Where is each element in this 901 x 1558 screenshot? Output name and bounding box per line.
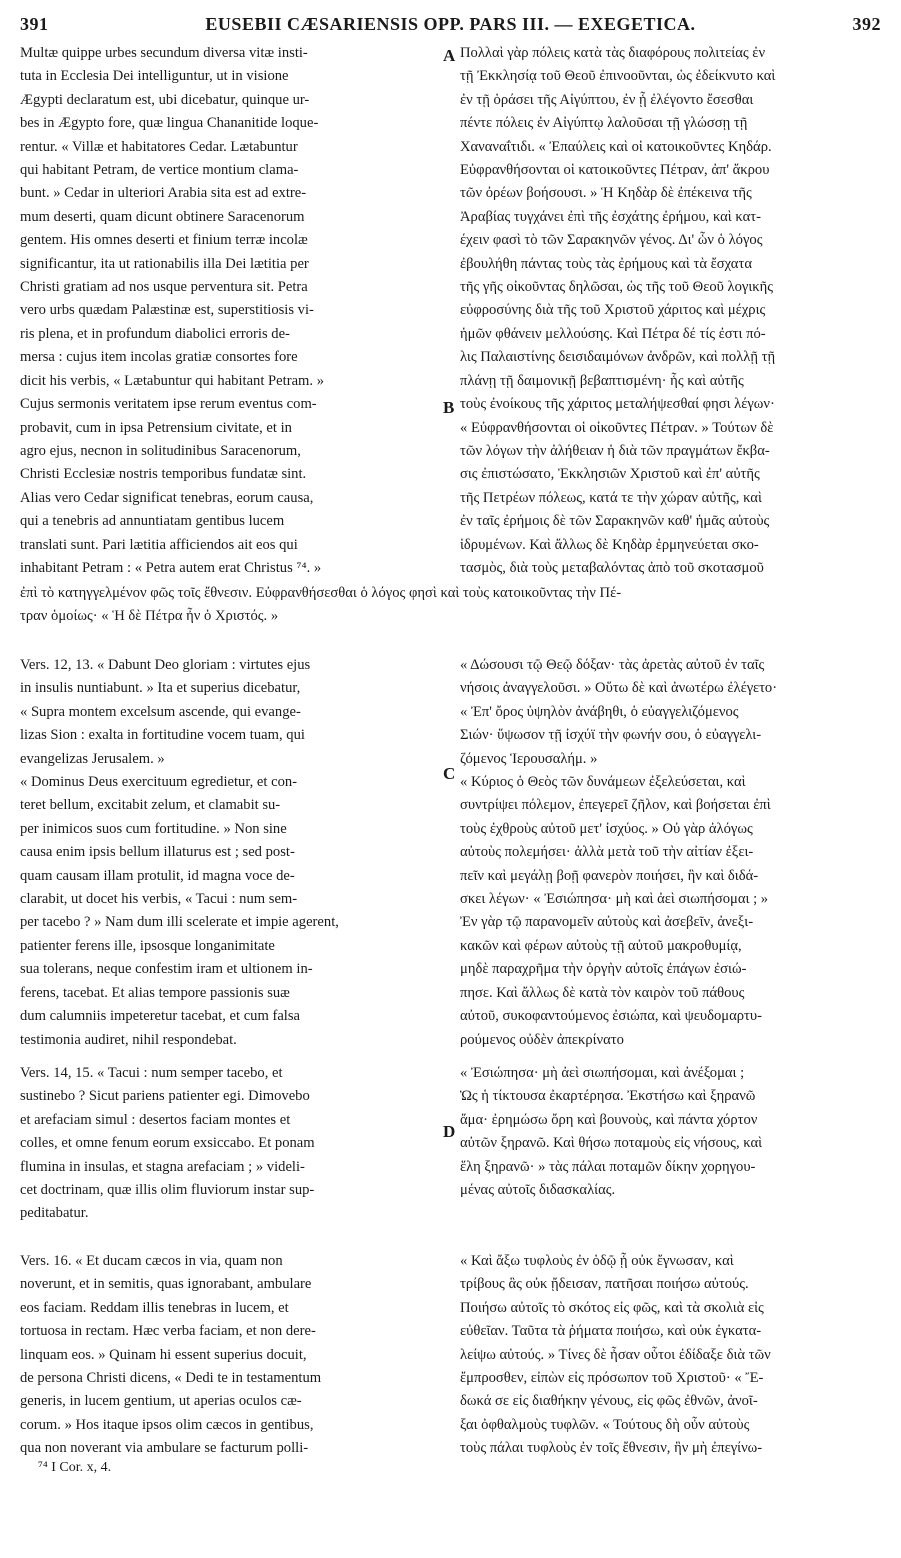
text-line: sua tolerans, neque confestim iram et ultionem in- [20, 961, 313, 978]
text-line: « Ἐσιώπησα· μὴ ἀεὶ σιωπήσομαι, καὶ ἀνέξομαι ; [460, 1065, 745, 1081]
footnote: ⁷⁴ I Cor. x, 4. [38, 1460, 112, 1475]
text-line: vero urbs quædam Palæstinæ est, superstitiosis vi- [20, 302, 314, 319]
text-line: συντρίψει πόλεμον, ἐπεγερεῖ ζῆλον, καὶ βοήσεται ἐπὶ [460, 797, 771, 814]
text-line: per tacebo ? » Nam dum illi scelerate et impie agerent, [20, 914, 339, 931]
text-line: ἅμα· ἐρημώσω ὄρη καὶ βουνοὺς, καὶ πάντα χόρτον [460, 1111, 758, 1128]
full-width-lines [20, 582, 881, 629]
text-line: ἐπὶ τὸ κατηγγελμένον φῶς τοῖς ἔθνεσιν. Εὐφρανθήσεσθαι ὁ λόγος φησὶ καὶ τοὺς κατοικοῦντας τὴν Πέ- [20, 585, 622, 601]
text-line: Ἐν γὰρ τῷ παρανομεῖν αὐτοὺς καὶ ἀσεβεῖν, ἀνεξι- [460, 914, 754, 931]
text-line: qua non noverant via ambulare se facturum polli- [20, 1440, 309, 1457]
text-line: ris plena, et in profundum diabolici erroris de- [20, 325, 290, 342]
text-line: τῶν ὀρέων βοήσουσι. » Ἡ Κηδὰρ δὲ ἐπέκεινα τῆς [460, 185, 752, 202]
text-line: Χαναναΐτιδι. « Ἐπαύλεις καὶ οἱ κατοικοῦντες Κηδάρ. [460, 138, 772, 155]
text-line: bunt. » Cedar in ulteriori Arabia sita est ad extre- [20, 185, 307, 202]
text-line: λείψω αὐτούς. » Τίνες δὲ ἦσαν οὗτοι ἐδίδαξε διὰ τῶν [460, 1346, 771, 1363]
text-line: quam causam illam protulit, id magna voce de- [20, 867, 295, 884]
margin-marker-b: B [443, 398, 455, 417]
text-line: « Κύριος ὁ Θεὸς τῶν δυνάμεων ἐξελεύσεται, καὶ [460, 774, 746, 791]
latin-column-block-2 [20, 654, 440, 1052]
text-line: Ægypti declaratum est, ubi dicebatur, quinque ur- [20, 91, 310, 108]
text-line: noverunt, et in semitis, quas ignorabant, ambulare [20, 1276, 312, 1293]
text-line: Ποιήσω αὐτοῖς τὸ σκότος εἰς φῶς, καὶ τὰ σκολιὰ εἰς [460, 1299, 764, 1316]
greek-column-block-2 [460, 654, 882, 1052]
text-line: qui habitant Petram, de vertice montium clama- [20, 162, 299, 179]
margin-marker-a: A [443, 46, 456, 65]
text-line: τραν ὁμοίως· « Ἡ δὲ Πέτρα ἦν ὁ Χριστός. » [20, 608, 279, 625]
text-line: Cujus sermonis veritatem ipse rerum eventus com- [20, 396, 317, 413]
running-title: EUSEBII CÆSARIENSIS OPP. PARS III. — EXEGETICA. [205, 14, 696, 34]
text-line: dum calumniis impeteretur tacebat, et cum falsa [20, 1008, 301, 1025]
text-line: μηδὲ παραχρῆμα τὴν ὀργὴν αὐτοῖς ἐπάγων ἐσιώ- [460, 961, 747, 978]
text-line: translati sunt. Pari lætitia afficiendos ait eos qui [20, 536, 298, 553]
text-line: ferens, tacebat. Et alias tempore passionis suæ [20, 984, 290, 1001]
text-line: πησε. Καὶ ἄλλως δὲ κατὰ τὸν καιρὸν τοῦ πάθους [460, 984, 745, 1001]
text-line: Alias vero Cedar significat tenebras, eorum causa, [20, 489, 314, 506]
text-line: κακῶν καὶ φέρων αὐτοὺς τῇ αὐτοῦ μακροθυμίᾳ, [460, 937, 742, 954]
greek-column-block-4 [460, 1250, 882, 1461]
text-line: Multæ quippe urbes secundum diversa vitæ insti- [20, 45, 308, 61]
text-line: τοὺς ἐχθροὺς αὐτοῦ μετ' ἰσχύος. » Οὐ γὰρ ἀλόγως [460, 820, 753, 837]
text-line: tuta in Ecclesia Dei intelliguntur, ut in visione [20, 68, 289, 85]
text-line: teret bellum, excitabit zelum, et clamabit su- [20, 797, 281, 814]
text-line: qui a tenebris ad annuntiatam gentibus lucem [20, 513, 285, 530]
text-line: testimonia audiret, nihil respondebat. [20, 1031, 237, 1048]
text-line: ἔμπροσθεν, εἰπὼν εἰς πρόσωπον τοῦ Χριστοῦ· « Ἔ- [460, 1370, 764, 1387]
greek-column-block-1 [460, 42, 882, 580]
text-line: τρίβους ἃς οὐκ ᾔδεισαν, πατῆσαι ποιήσω αὐτούς. [460, 1276, 749, 1293]
text-line: ἐν ταῖς ἐρήμοις δὲ τῶν Σαρακηνῶν καθ' ἡμᾶς αὐτοὺς [460, 513, 770, 530]
text-line: lizas Sion : exalta in fortitudine vocem tuam, qui [20, 727, 305, 744]
text-line: eos faciam. Reddam illis tenebras in lucem, et [20, 1299, 289, 1316]
text-line: bes in Ægypto fore, quæ lingua Chananitide loque- [20, 115, 319, 132]
margin-marker-d: D [443, 1122, 456, 1141]
text-line: in insulis nuntiabunt. » Ita et superius dicebatur, [20, 680, 301, 697]
greek-column-block-3 [460, 1062, 882, 1202]
text-line: et arefaciam simul : desertos faciam montes et [20, 1111, 291, 1128]
text-line: Εὐφρανθήσονται οἱ κατοικοῦντες Πέτραν, ἀπ' ἄκρου [460, 162, 770, 179]
text-line: linquam eos. » Quinam hi essent superius docuit, [20, 1346, 307, 1363]
text-line: σκει λέγων· « Ἐσιώπησα· μὴ καὶ ἀεὶ σιωπήσομαι ; » [460, 891, 769, 908]
text-line: ζόμενος Ἱερουσαλήμ. » [460, 750, 598, 767]
text-line: « Supra montem excelsum ascende, qui evange- [20, 703, 301, 720]
text-line: Vers. 12, 13. « Dabunt Deo gloriam : virtutes ejus [20, 657, 311, 673]
text-line: gentem. His omnes deserti et finium terræ incolæ [20, 232, 308, 249]
text-line: mum deserti, quam dicunt obtinere Saracenorum [20, 208, 305, 225]
text-line: Christi Ecclesiæ nostris temporibus fundatæ sint. [20, 466, 307, 483]
text-line: νήσοις ἀναγγελοῦσι. » Οὕτω δὲ καὶ ἀνωτέρω ἐλέγετο· [460, 680, 778, 697]
text-line: Σιών· ὕψωσον τῇ ἰσχύϊ τὴν φωνήν σου, ὁ εὐαγγελι- [460, 727, 762, 744]
text-line: τῶν λόγων τὴν ἀλήθειαν ἡ διὰ τῶν πραγμάτων ἔκβα- [460, 442, 770, 459]
text-line: significantur, ita ut rationabilis illa Dei lætitia per [20, 255, 309, 272]
text-line: εὐθεῖαν. Ταῦτα τὰ ῥήματα ποιήσω, καὶ οὐκ ἐγκατα- [460, 1323, 762, 1340]
text-line: flumina in insulas, et stagna arefaciam ; » videli- [20, 1158, 305, 1175]
page-number-right: 392 [852, 14, 881, 34]
text-line: colles, et omne fenum eorum exsiccabo. Et ponam [20, 1135, 315, 1152]
text-line: « Dominus Deus exercituum egredietur, et con- [20, 774, 298, 791]
text-line: sustinebo ? Sicut pariens patienter egi. Dimovebo [20, 1088, 310, 1105]
text-line: cet doctrinam, quæ illis olim fluviorum instar sup- [20, 1182, 315, 1199]
latin-column-block-1 [20, 42, 440, 580]
text-line: de persona Christi dicens, « Dedi te in testamentum [20, 1370, 322, 1387]
text-line: corum. » Hos itaque ipsos olim cæcos in gentibus, [20, 1416, 314, 1433]
text-line: agro ejus, necnon in solitudinibus Saracenorum, [20, 442, 301, 459]
text-line: dicit his verbis, « Lætabuntur qui habitant Petram. » [20, 372, 324, 389]
text-line: τοὺς ἐνοίκους τῆς χάριτος μεταλήψεσθαί φησι λέγων· [460, 396, 775, 413]
text-line: ἱδρυμένων. Καὶ ἄλλως δὲ Κηδὰρ ἑρμηνεύεται σκο- [460, 536, 759, 553]
text-line: έχειν φασὶ τὸ τῶν Σαρακηνῶν γένος. Δι' ὧν ὁ λόγος [460, 232, 763, 249]
text-line: πέντε πόλεις ἐν Αἰγύπτῳ λαλοῦσαι τῇ γλώσσῃ τῇ [460, 115, 748, 132]
text-line: ρούμενος οὐδὲν ἀπεκρίνατο [460, 1031, 624, 1048]
text-line: peditabatur. [20, 1205, 89, 1222]
text-line: τασμὸς, διὰ τοὺς μεταβαλόντας ἀπὸ τοῦ σκοτασμοῦ [460, 559, 764, 576]
text-line: tortuosa in rectam. Hæc verba faciam, et non dere- [20, 1323, 316, 1340]
text-line: πεῖν καὶ μεγάλῃ βοῇ φανερὸν ποιήσει, ἣν καὶ διδά- [460, 867, 759, 884]
text-line: αὐτοῦ, συκοφαντούμενος ἐσιώπα, καὶ ψευδομαρτυ- [460, 1008, 762, 1025]
text-line: εὐφροσύνης διὰ τῆς τοῦ Χριστοῦ χάριτος καὶ μέχρις [460, 302, 766, 319]
page-header [20, 14, 881, 40]
text-line: τῆς γῆς οἰκοῦντας δηλῶσαι, ὡς τῆς τοῦ Θεοῦ λογικῆς [460, 279, 774, 296]
text-line: δωκά σε εἰς διαθήκην γένους, εἰς φῶς ἐθνῶν, ἀνοῖ- [460, 1393, 758, 1410]
text-line: αὐτοὺς πολεμήσει· ἀλλὰ μετὰ τοῦ τὴν αἰτίαν ἐξει- [460, 844, 754, 861]
text-line: mersa : cujus item incolas gratiæ consortes fore [20, 349, 298, 366]
page-number-left: 391 [20, 14, 49, 34]
text-line: ξαι ὀφθαλμοὺς τυφλῶν. « Τούτους δὴ οὖν αὐτοὺς [460, 1416, 750, 1433]
text-line: πλάνῃ τῇ δαιμονικῇ βεβαπτισμένη· ἧς καὶ αὐτῆς [460, 372, 744, 389]
text-line: μένας αὐτοῖς διδασκαλίας. [460, 1182, 616, 1199]
text-line: λις Παλαιστίνης δεισιδαιμόνων ἀνδρῶν, καὶ πολλῇ τῇ [460, 349, 776, 366]
text-line: « Καὶ ἄξω τυφλοὺς ἐν ὁδῷ ᾗ οὐκ ἔγνωσαν, καὶ [460, 1253, 734, 1269]
text-line: clarabit, ut docet his verbis, « Tacui : num sem- [20, 891, 298, 908]
text-line: ἐν τῇ ὁράσει τῆς Αἰγύπτου, ἐν ᾗ ἐλέγοντο ἔσεσθαι [460, 91, 754, 108]
text-line: generis, in lucem gentium, ut aperias oculos cæ- [20, 1393, 302, 1410]
latin-column-block-3 [20, 1062, 440, 1226]
text-line: rentur. « Villæ et habitatores Cedar. Lætabuntur [20, 138, 298, 155]
text-line: evangelizas Jerusalem. » [20, 750, 165, 767]
text-line: Ὡς ἡ τίκτουσα ἐκαρτέρησα. Ἐκστήσω καὶ ξηρανῶ [460, 1088, 756, 1105]
text-line: « Δώσουσι τῷ Θεῷ δόξαν· τὰς ἀρετὰς αὐτοῦ ἐν ταῖς [460, 657, 765, 673]
text-line: ἐβουλήθη πάντας τοὺς τὰς ἐρήμους καὶ τὰ ἔσχατα [460, 255, 752, 272]
text-line: per inimicos suos cum fortitudine. » Non sine [20, 820, 287, 837]
text-line: σις ἐπιστώσατο, Ἐκκλησιῶν Χριστοῦ καὶ ἐπ' αὐτῆς [460, 466, 760, 483]
text-line: causa enim ipsis bellum illaturus est ; sed post- [20, 844, 295, 861]
text-line: « Εὐφρανθήσονται οἱ οἰκοῦντες Πέτραν. » Τούτων δὲ [460, 419, 774, 436]
text-line: ἡμῶν φθάνειν μελλούσης. Καὶ Πέτρα δέ τίς ἐστι πό- [460, 325, 766, 342]
text-line: patienter ferens ille, ipsosque longanimitate [20, 937, 275, 954]
text-line: Πολλαὶ γὰρ πόλεις κατὰ τὰς διαφόρους πολιτείας ἐν [460, 45, 766, 61]
text-line: τῆς Πετρέων πόλεως, κατά τε τὴν χώραν αὐτῆς, καὶ [460, 489, 762, 506]
latin-column-block-4 [20, 1250, 440, 1461]
text-line: αὐτῶν ξηρανῶ. Καὶ θήσω ποταμοὺς εἰς νήσους, καὶ [460, 1135, 763, 1152]
text-line: Ἀραβίας τυγχάνει ἐπὶ τῆς ἐσχάτης ἐρήμου, καὶ κατ- [460, 208, 761, 225]
text-line: ἕλη ξηρανῶ· » τὰς πάλαι ποταμῶν δίκην χορηγου- [460, 1158, 756, 1175]
text-line: Christi gratiam ad nos usque perventura sit. Petra [20, 279, 308, 296]
text-line: probavit, cum in ipsa Petrensium civitate, et in [20, 419, 292, 436]
text-line: τοὺς πάλαι τυφλοὺς ἐν τοῖς ἔθνεσιν, ἣν μὴ ἐπεγίνω- [460, 1440, 763, 1457]
text-line: « Ἐπ' ὄρος ὑψηλὸν ἀνάβηθι, ὁ εὐαγγελιζόμενος [460, 703, 739, 720]
text-line: inhabitant Petram : « Petra autem erat Christus ⁷⁴. » [20, 559, 322, 576]
margin-marker-c: C [443, 764, 456, 783]
text-line: τῇ Ἐκκλησίᾳ τοῦ Θεοῦ ἐπινοοῦνται, ὡς ἐδείκνυτο καὶ [460, 68, 776, 85]
text-line: Vers. 14, 15. « Tacui : num semper tacebo, et [20, 1065, 283, 1081]
text-line: Vers. 16. « Et ducam cæcos in via, quam non [20, 1253, 283, 1269]
